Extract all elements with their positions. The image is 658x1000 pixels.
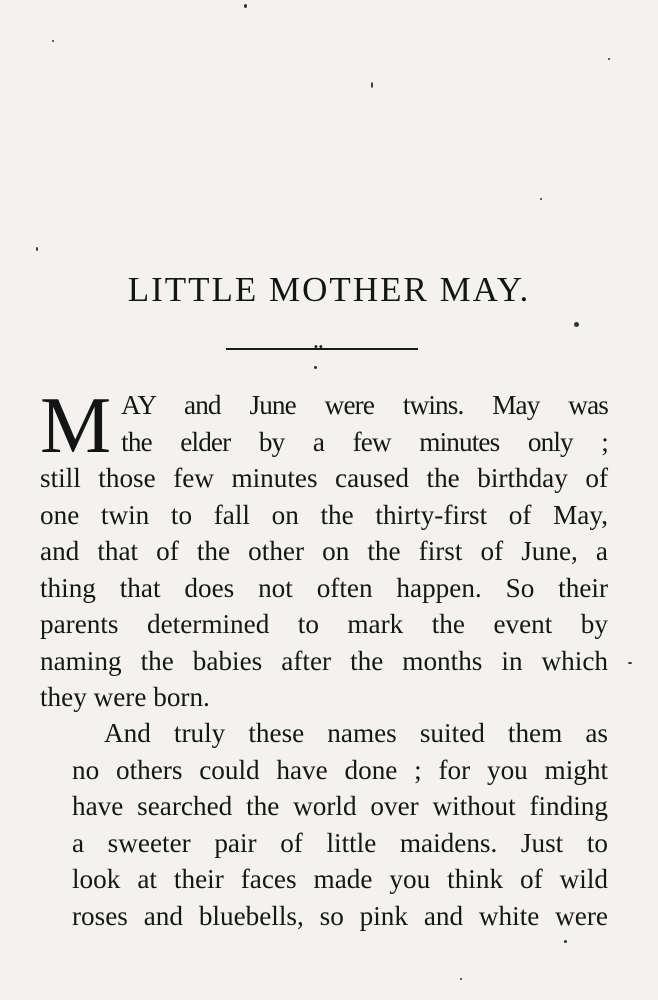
text-line: one twin to fall on the thirty-first of May,: [40, 499, 608, 530]
scan-speck: [314, 366, 317, 369]
scan-speck: [574, 322, 579, 327]
text-line: have searched the world over without finding: [72, 791, 608, 821]
scan-speck: [36, 247, 38, 251]
scan-speck: [460, 978, 462, 980]
scan-speck: [564, 940, 567, 943]
text-line: still those few minutes caused the birthday of: [40, 463, 608, 493]
text-line: AY and June were twins. May was: [121, 390, 608, 420]
scan-speck: [608, 58, 610, 60]
drop-cap: M: [40, 382, 112, 470]
scan-speck: [540, 198, 542, 200]
text-line: thing that does not often happen. So their: [40, 572, 608, 603]
text-line: the elder by a few minutes only ;: [121, 426, 608, 457]
divider-ornament: ••: [313, 342, 323, 353]
text-line: naming the babies after the months in which: [40, 645, 608, 676]
scan-speck: [628, 662, 632, 664]
scan-speck: [244, 4, 247, 8]
text-line: no others could have done ; for you might: [72, 754, 608, 785]
text-line: and that of the other on the first of June, a: [40, 536, 608, 566]
scan-speck: [52, 40, 54, 42]
paragraph-1: [40, 382, 608, 716]
text-line: look at their faces made you think of wild: [72, 864, 608, 894]
text-line: a sweeter pair of little maidens. Just to: [72, 827, 608, 858]
text-line: roses and bluebells, so pink and white were: [72, 900, 608, 931]
text-line: parents determined to mark the event by: [40, 609, 608, 639]
chapter-title: LITTLE MOTHER MAY.: [127, 270, 531, 309]
paragraph-2: [40, 715, 608, 934]
text-line: And truly these names suited them as: [104, 718, 608, 748]
text-line: they were born.: [40, 682, 210, 712]
scan-speck: [371, 82, 373, 88]
